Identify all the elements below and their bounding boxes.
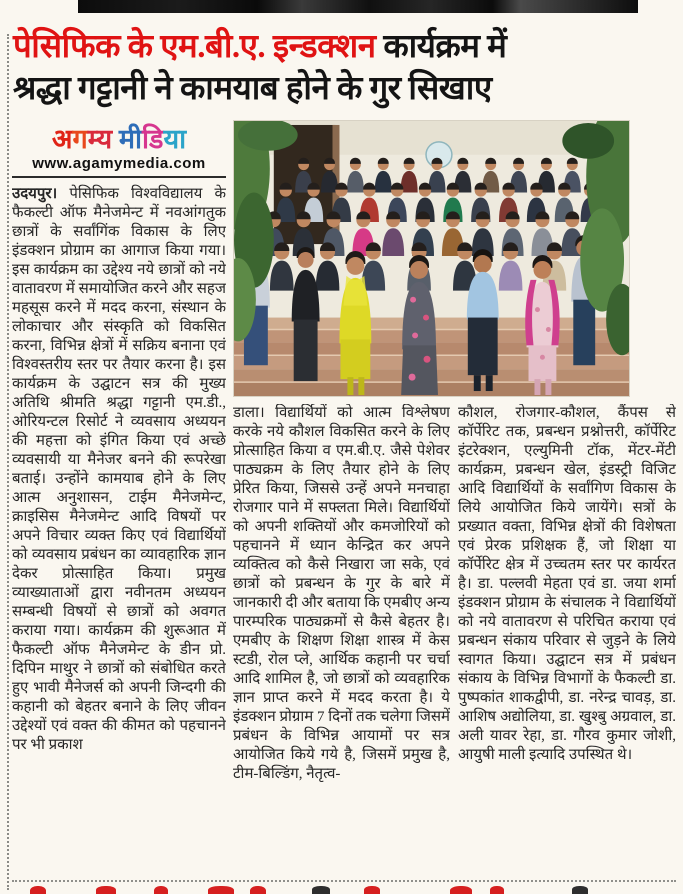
- group-photo-illustration: [234, 121, 629, 396]
- article-column-2: डाला। विद्यार्थियों को आत्म विश्लेषण करके नये कौशल विकसित करने के लिए प्रोत्साहित किया व एम.बी.ए. जैसे पेशेवर पाठ्यक्रम के लिए तैयार होने के लिए प्रेरित किया, जिससे उन्हें अपने मनचाहा रोजगार पाने में सफ्लता मिले। विद्यार्थियों को अपनी शक्तियों और कमजोरियों को पहचानने में ध्यान केन्द्रित कर अपने व्यक्तित्व को कैसे निखारा जा सके, एवं छात्रों को प्रबन्धन के गुर के बारे में जानकारी दी और बताया कि एमबीए अन्य पारम्परिक पाठ्यक्रमों से कैसे बेहतर है। एमबीए के शिक्षण शिक्षा शास्त्र में केस स्टडी, रोल प्ले, आर्थिक कहानी पर चर्चा आदि शामिल है, जो छात्रों को व्यवहारिक ज्ञान प्राप्त करने में मदद करता है। ये इंडक्शन प्रोग्राम 7 दिनों तक चलेगा जिसमें प्रबंधन के विभिन्न आयामों पर सत्र आयोजित किये गये है, जिसमें प्रमुख है, टीम-बिल्डिंग, नैतृत्व-: [233, 405, 450, 782]
- next-article-headline-cropped: [12, 886, 676, 894]
- agamy-media-logo: [12, 124, 226, 154]
- cropped-photo-strip: [78, 0, 638, 13]
- logo-letter: या: [163, 124, 187, 154]
- section-divider-dotted: [12, 880, 676, 882]
- masthead: [12, 122, 226, 178]
- logo-letter: [112, 124, 119, 154]
- website-url: www.agamymedia.com: [12, 155, 226, 178]
- logo-letter: डि: [142, 124, 164, 154]
- article-headline: [13, 26, 673, 110]
- column-divider-dotted: [7, 34, 9, 890]
- headline-red-part: पेसिफिक के एम.बी.ए. इन्डक्शन: [13, 29, 376, 65]
- dateline: उदयपुर।: [12, 186, 58, 202]
- column1-text: पेसिफिक विश्वविद्यालय के फैकल्टी ऑफ मैनेजमेन्ट में नवआंगतुक छात्रों के सर्वांगिंक विकास के लिए इंडक्शन प्रोग्राम का आगाज किया गया। इस कार्यक्रम का उद्देश्य नये छात्रों को नये वातावरण में समायोजित करने और सहज महसूस करने में मदद करना, संस्थान के लोकाचार और संस्कृति को विकसित करना, विभिन्न क्षेत्रों में सक्रिय बनाना एवं विश्वस्तरीय स्तर पर तैयार करना है। इस कार्यक्रम के उद्घाटन सत्र की मुख्य अतिथि श्रीमति श्रद्धा गट्टानी एम.डी., ओरियन्टल रिसोर्ट ने व्यवसाय अध्ययन की महत्ता को इंगित किया एवं अच्छे व्यवसायी या मैनेजर बनने की रूपरेखा बताई। उन्होंने कामयाब होने के लिए आत्म अनुशासन, टाईम मैनेजमेन्ट, क्राइसिस मैनेजमेन्ट आदि विषयों पर अपने विचार व्यक्त किए एवं विद्यार्थियों को व्यवसाय प्रबंधन का व्यावहारिक ज्ञान देकर प्रोत्साहित किया। प्रमुख व्याख्याताओं द्वारा नवीनतम अध्ययन सम्बन्धी विषयों से छात्रों को अवगत कराया गया। कार्यक्रम की शुरूआत में फैकल्टी ऑफ मैनेजमेन्ट के डीन प्रो. दिपिन माथुर ने छात्रों को संबोधित करते हुए भावी मैनेजर्स को अपनी जिन्दगी की कहानी को बेहतर बनाने के लिए जीवन उद्देश्यों एवं वक्त की कीमत को पहचानने पर भी प्रकाश: [12, 186, 226, 753]
- left-column: [12, 122, 226, 878]
- logo-letter: मी: [118, 124, 143, 154]
- headline-black-part: कार्यक्रम में: [375, 29, 507, 65]
- headline-line2: श्रद्धा गट्टानी ने कामयाब होने के गुर सिखाए: [13, 71, 492, 107]
- group-photo: [233, 120, 630, 397]
- article-column-3: कौशल, रोजगार-कौशल, कैंपस से कॉर्पेरिट तक, प्रबन्धन प्रश्नोत्तरी, कॉर्पेरिट इंटरेक्शन, एल्युमिनी टॉक, मेंटर-मेंटी कार्यक्रम, प्रबन्धन खेल, इंडस्ट्री विजिट आदि विद्यार्थियों के सर्वांगिण विकास के लिये आयोजित किये जायेंगे। सत्रों के प्रख्यात वक्ता, विभिन्न क्षेत्रों की विशेषता एवं प्रेरक प्रशिक्षक हैं, जो शिक्षा या कॉर्पेरिट क्षेत्र में उच्चतम स्तर पर कार्यरत है। डा. पल्लवी मेहता एवं डा. जया शर्मा इंडक्शन प्रोग्राम के संचालक ने विद्यार्थियों को नये वातावरण से परिचित कराया एवं प्रबन्धन संकाय परिवार से जुड़ने के लिये स्वागत किया। उद्घाटन सत्र में प्रबंधन संकाय के विभिन्न विभागों के फैकल्टी डा. पुष्पकांत शाकद्वीपी, डा. नरेन्द्र चावड़, डा. आशिष अद्योलिया, डा. खुश्बु अग्रवाल, डा. अली यावर रेहा, डा. गौरव कुमार जोशी, आयुषी माली इत्यादि उपस्थित थे।: [458, 405, 676, 763]
- logo-letter: अ: [51, 124, 73, 154]
- logo-letter: ग: [72, 124, 88, 154]
- headline-line1: [13, 26, 673, 68]
- logo-letter: म्य: [87, 124, 113, 154]
- article-column-1: [12, 185, 226, 755]
